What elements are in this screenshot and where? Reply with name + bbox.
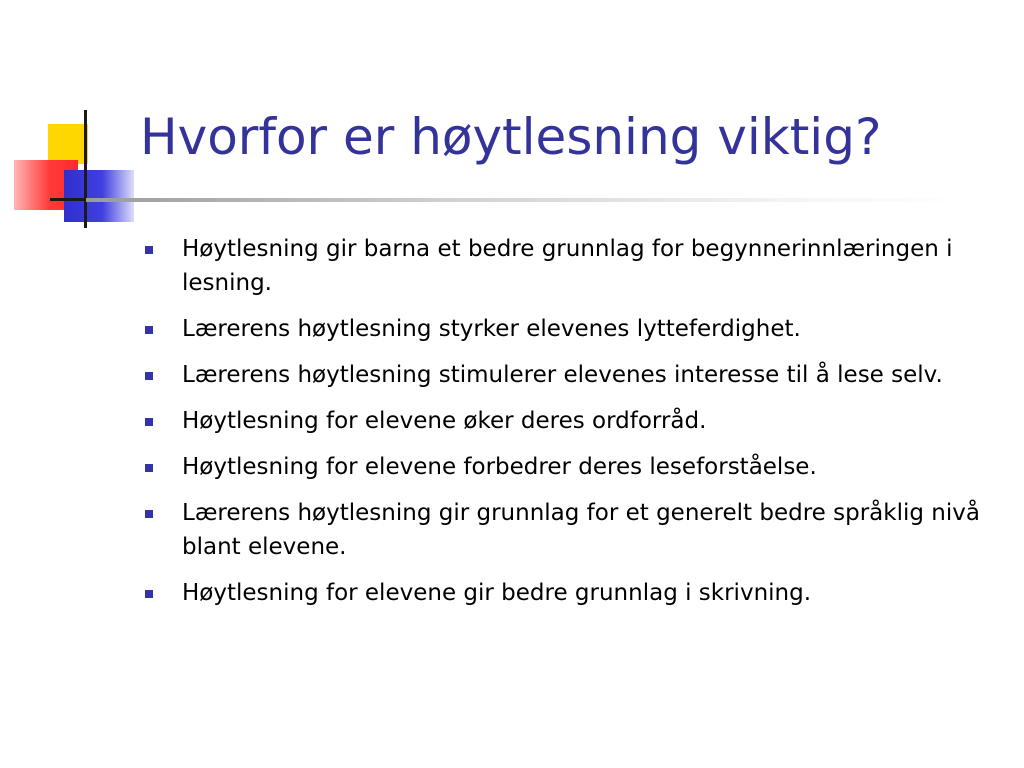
square-bullet-icon [145, 326, 153, 334]
bullet-text: Høytlesning gir barna et bedre grunnlag for begynnerinnlæringen i lesning. [182, 236, 953, 296]
square-bullet-icon [145, 464, 153, 472]
bullet-list [140, 232, 1000, 622]
bullet-text: Lærerens høytlesning styrker elevenes lytteferdighet. [182, 316, 801, 342]
bullet-item [140, 312, 1000, 346]
bullet-item [140, 496, 1000, 564]
square-bullet-icon [145, 372, 153, 380]
logo-yellow-square [48, 124, 88, 164]
logo-vertical-line [84, 110, 87, 228]
bullet-item [140, 450, 1000, 484]
square-bullet-icon [145, 418, 153, 426]
bullet-text: Høytlesning for elevene forbedrer deres leseforståelse. [182, 454, 817, 480]
bullet-item [140, 576, 1000, 610]
bullet-item [140, 404, 1000, 438]
bullet-text: Lærerens høytlesning gir grunnlag for et generelt bedre språklig nivå blant elevene. [182, 500, 980, 560]
title-underline [86, 198, 966, 202]
bullet-item [140, 358, 1000, 392]
square-bullet-icon [145, 246, 153, 254]
bullet-text: Lærerens høytlesning stimulerer elevenes interesse til å lese selv. [182, 362, 943, 388]
bullet-item [140, 232, 1000, 300]
slide-title: Hvorfor er høytlesning viktig? [140, 108, 882, 166]
bullet-text: Høytlesning for elevene gir bedre grunnlag i skrivning. [182, 580, 812, 606]
bullet-text: Høytlesning for elevene øker deres ordforråd. [182, 408, 707, 434]
logo-blue-square [64, 170, 134, 222]
square-bullet-icon [145, 590, 153, 598]
square-bullet-icon [145, 510, 153, 518]
